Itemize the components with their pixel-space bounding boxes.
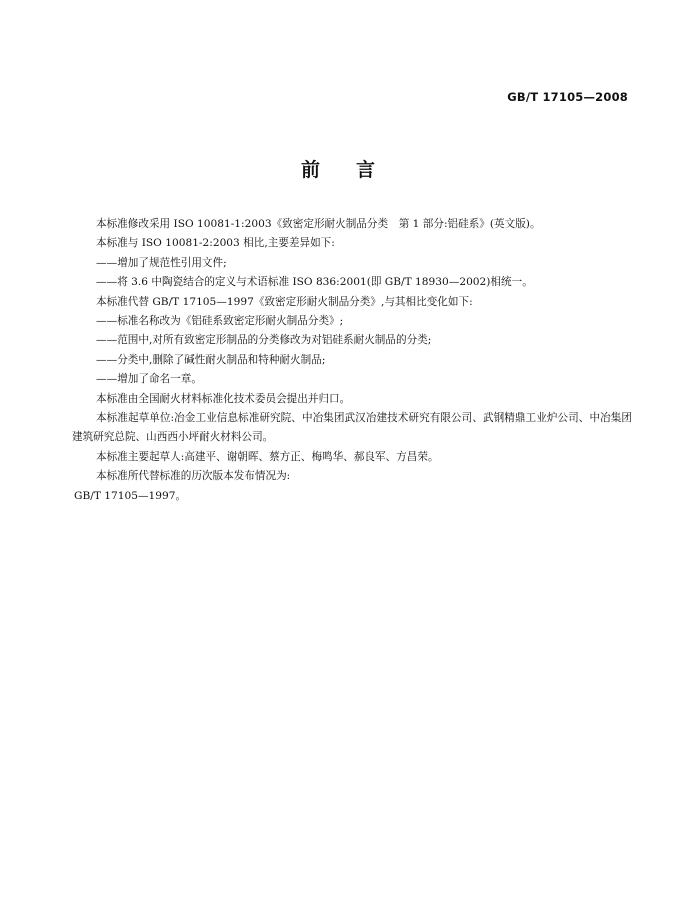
paragraph-differences-intro: 本标准与 ISO 10081-2:2003 相比,主要差异如下: xyxy=(96,237,335,250)
paragraph-adoption: 本标准修改采用 ISO 10081-1:2003《致密定形耐火制品分类 第 1 部分:铝硅系》(英文版)。 xyxy=(96,218,541,230)
paragraph-replaces: 本标准代替 GB/T 17105—1997《致密定形耐火制品分类》,与其相比变化如下: xyxy=(96,295,473,308)
standard-code: GB/T 17105—2008 xyxy=(507,90,628,104)
difference-item: ——增加了规范性引用文件; xyxy=(96,256,227,269)
page-title: 前言 xyxy=(300,159,411,181)
difference-item: ——将 3.6 中陶瓷结合的定义与术语标准 ISO 836:2001(即 GB/T 18930—2002)相统一。 xyxy=(96,276,533,289)
change-item: ——范围中,对所有致密定形制品的分类修改为对铝硅系耐火制品的分类; xyxy=(96,334,432,347)
change-item: ——增加了命名一章。 xyxy=(96,373,202,386)
change-item: ——标准名称改为《铝硅系致密定形耐火制品分类》; xyxy=(96,315,344,328)
document-body xyxy=(72,215,632,506)
paragraph-history-intro: 本标准所代替标准的历次版本发布情况为: xyxy=(96,470,291,483)
paragraph-history-item: GB/T 17105—1997。 xyxy=(74,489,187,502)
paragraph-proposer: 本标准由全国耐火材料标准化技术委员会提出并归口。 xyxy=(96,392,351,405)
change-item: ——分类中,删除了碱性耐火制品和特种耐火制品; xyxy=(96,353,326,366)
paragraph-drafting-units: 本标准起草单位:冶金工业信息标准研究院、中冶集团武汉冶建技术研究有限公司、武钢精鼎工业炉公司、中冶集团建筑研究总院、山西西小坪耐火材料公司。 xyxy=(72,412,632,444)
paragraph-drafters: 本标准主要起草人:高建平、谢朝晖、蔡方正、梅鸣华、郝良军、方昌荣。 xyxy=(96,450,439,463)
